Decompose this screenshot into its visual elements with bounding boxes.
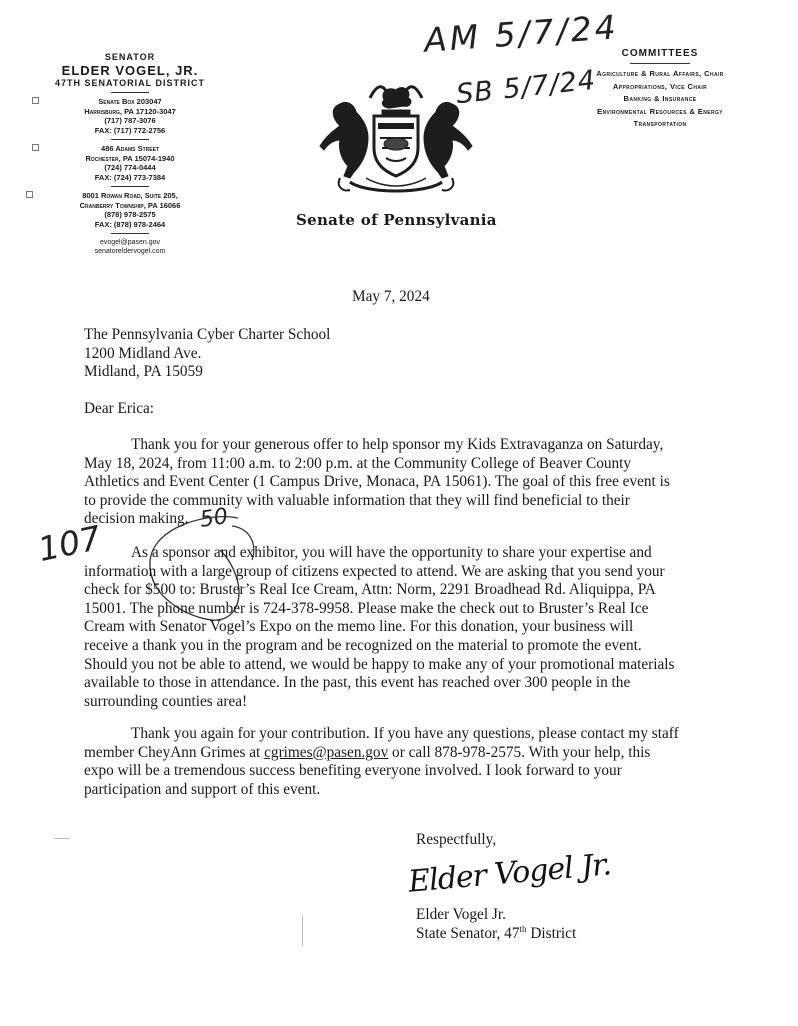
- committee-item: Environmental Resources & Energy: [597, 106, 723, 116]
- signature: Elder Vogel Jr.: [406, 847, 613, 900]
- staff-email-link[interactable]: cgrimes@pasen.gov: [264, 743, 389, 761]
- signer-block: [416, 906, 576, 943]
- signer-title: State Senator, 47th District: [416, 923, 577, 942]
- committee-item: Transportation: [633, 119, 687, 128]
- sender-title: SENATOR: [104, 52, 156, 62]
- signer-name: Elder Vogel Jr.: [416, 906, 506, 923]
- letter-date: May 7, 2024: [352, 288, 430, 305]
- sender-name: ELDER VOGEL, JR.: [61, 63, 199, 78]
- divider: [111, 186, 149, 187]
- committee-item: Appropriations, Vice Chair: [612, 81, 708, 91]
- sender-letterhead: [30, 52, 230, 256]
- committees-title: COMMITTEES: [621, 48, 699, 59]
- salutation: Dear Erica:: [84, 400, 155, 417]
- senate-name: Senate of Pennsylvania: [296, 211, 497, 229]
- office-address-cranberry: 8001 Rowan Road, Suite 205, Cranberry Township, PA 16066 (878) 978-2575 FAX: (878) 978-2464: [30, 191, 230, 229]
- sender-email: evogel@pasen.gov: [99, 239, 161, 246]
- handwritten-date-note: AM 5/7/24: [422, 7, 620, 60]
- office-address-rochester: 486 Adams Street Rochester, PA 15074-1940 (724) 774-0444 FAX: (724) 773-7384: [30, 144, 230, 182]
- committee-item: Agriculture & Rural Affairs, Chair: [596, 69, 724, 78]
- divider: [630, 63, 690, 64]
- checkbox-icon: [32, 97, 39, 104]
- sender-district: 47TH SENATORIAL DISTRICT: [54, 78, 205, 88]
- divider: [111, 92, 149, 93]
- handwritten-initials-note: SB 5/7/24: [454, 64, 598, 111]
- handwritten-circle-note: 50: [198, 504, 230, 533]
- divider: [111, 139, 149, 140]
- sender-website: senatoreldervogel.com: [94, 248, 166, 255]
- paragraph-1: Thank you for your generous offer to help sponsor my Kids Extravaganza on Saturday, May 18, 2024, from 11:00 a.m. to 2:00 p.m. at the Community College of Beaver County Athletics and Event Center (1 Campus Drive, Monaca, PA 15061). The goal of this free event is to provide the community with valuable information that they will find beneficial to their decision making.: [84, 436, 670, 528]
- handwritten-margin-note: 107: [34, 517, 105, 570]
- checkbox-icon: [26, 191, 33, 198]
- paragraph-2: As a sponsor and exhibitor, you will have the opportunity to share your expertise and information with a large group of citizens expected to attend. We are asking that you send your check for $500 to: Bruster’s Real Ice Cream, Attn: Norm, 2291 Broadhead Rd. Aliquippa, PA 15001. The phone number is 724-378-9958. Please make the check out to Bruster’s Real Ice Cream with Senator Vogel’s Expo on the memo line. For this donation, your business will receive a thank you in the program and be recognized on the material to promote the event. Should you not be able to attend, we would be happy to make any of your promotional materials available to those in attendance. In the past, this event has reached over 300 people in the surrounding counties area!: [84, 544, 675, 710]
- checkbox-icon: [32, 144, 39, 151]
- recipient-address: The Pennsylvania Cyber Charter School 1200 Midland Ave. Midland, PA 15059: [84, 326, 331, 381]
- office-address-harrisburg: Senate Box 203047 Harrisburg, PA 17120-3047 (717) 787-3076 FAX: (717) 772-2756: [30, 97, 230, 135]
- scan-mark: [302, 916, 303, 946]
- paragraph-3: Thank you again for your contribution. If you have any questions, please contact my staff member CheyAnn Grimes at cgrimes@pasen.gov or call 878-978-2575. With your help, this expo will be a tremendous success benefiting everyone involved. I look forward to your participation and support of this event.: [84, 725, 679, 798]
- scan-mark: [54, 838, 70, 839]
- closing: Respectfully,: [416, 831, 497, 848]
- divider: [111, 233, 149, 234]
- committee-item: Banking & Insurance: [623, 94, 697, 103]
